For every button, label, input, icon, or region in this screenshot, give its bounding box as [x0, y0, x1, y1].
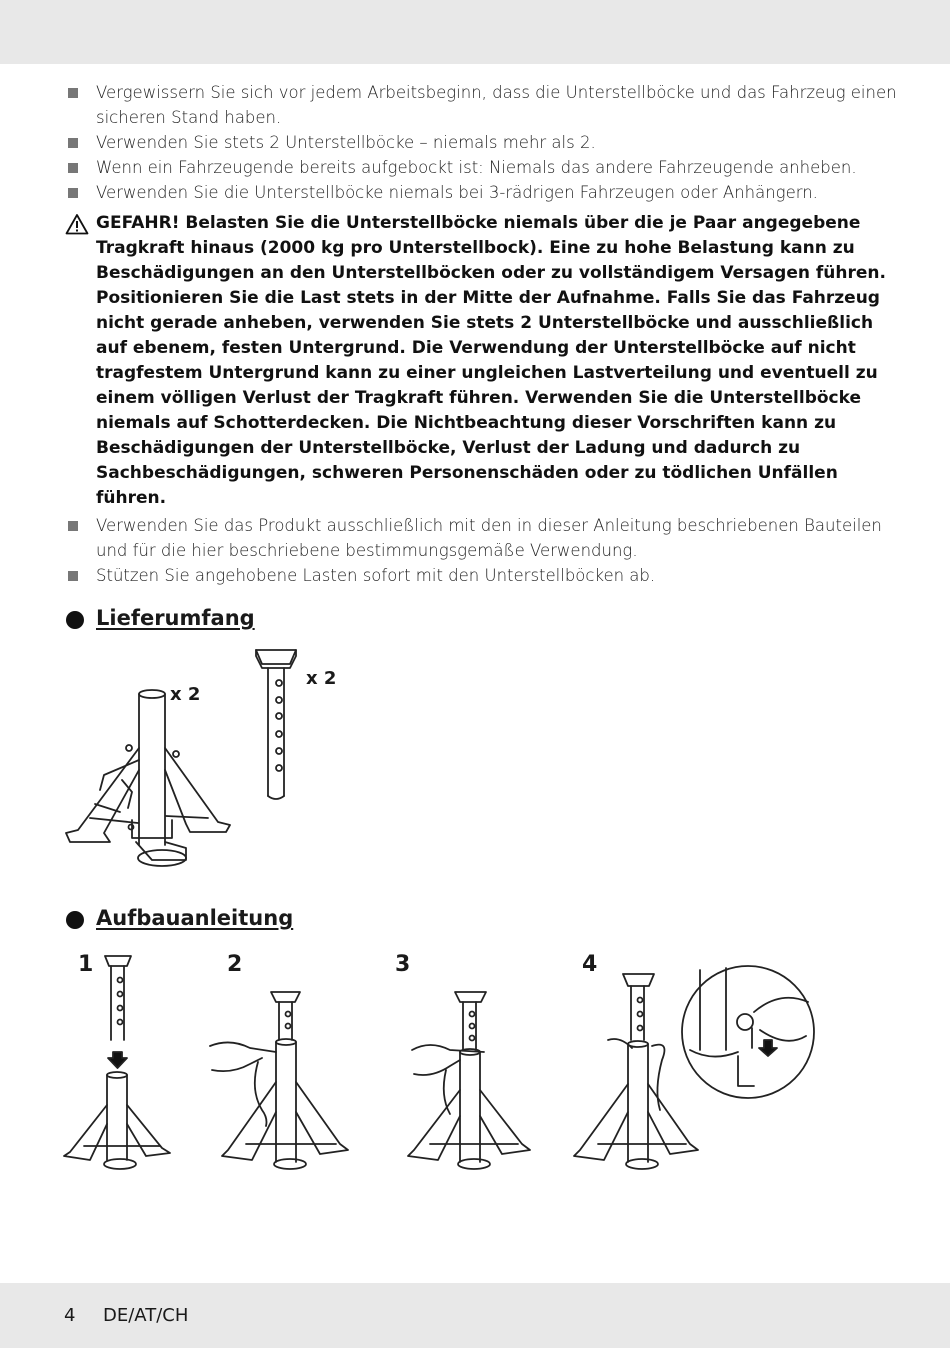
list-item-text: Wenn ein Fahrzeugende bereits aufgebockt ist: Niemals das andere Fahrzeugende anheben. — [96, 158, 857, 177]
list-item-text: Verwenden Sie die Unterstellböcke niemals bei 3-rädrigen Fahrzeugen oder Anhängern. — [96, 183, 818, 202]
quantity-label-column: x 2 — [306, 668, 337, 689]
filled-circle-icon — [66, 911, 84, 929]
list-item-text: Verwenden Sie das Produkt ausschließlich mit den in dieser Anleitung beschriebenen Bauteilen und für die hier beschriebene bestimmungsgemäße Verwendung. — [96, 516, 882, 560]
section-title: Aufbauanleitung — [96, 906, 294, 930]
step-number: 3 — [395, 952, 411, 977]
list-item-text: Vergewissern Sie sich vor jedem Arbeitsbeginn, dass die Unterstellböcke und das Fahrzeug einen sicheren Stand haben. — [96, 83, 897, 127]
step-3-illustration — [408, 992, 530, 1169]
list-item-text: Verwenden Sie stets 2 Unterstellböcke – niemals mehr als 2. — [96, 133, 596, 152]
page-number: 4 — [64, 1305, 76, 1326]
step-1-illustration — [64, 956, 170, 1169]
step-number: 2 — [227, 952, 243, 977]
column-illustration — [256, 650, 296, 799]
step-2-illustration — [210, 992, 348, 1169]
quantity-label-stand: x 2 — [170, 684, 201, 705]
list-item-text: Stützen Sie angehobene Lasten sofort mit den Unterstellböcken ab. — [96, 566, 656, 585]
warning-text: GEFAHR! Belasten Sie die Unterstellböcke niemals über die je Paar angegebene Tragkraft hinaus (2000 kg pro Unterstellbock). Eine zu hohe Belastung kann zu Beschädigungen an den Unterstellböcken oder zu vollständigem Versagen führen. Positionieren Sie die Last stets in der Mitte der Aufnahme. Falls Sie das Fahrzeug nicht gerade anheben, verwenden Sie stets 2 Unterstellböcke und ausschließlich auf ebenem, festen Untergrund. Die Verwendung der Unterstellböcke auf nicht tragfestem Untergrund kann zu einer ungleichen Lastverteilung und eventuell zu einem völligen Verlust der Tragkraft führen. Verwenden Sie die Unterstellböcke niemals auf Schotterdecken. Die Nichtbeachtung dieser Vorschriften kann zu Beschädigungen der Unterstellböcke, Verlust der Ladung und dadurch zu Sachbeschädigungen, schweren Personenschäden oder zu tödlichen Unfällen führen. — [96, 213, 886, 508]
step-4-illustration — [574, 966, 814, 1169]
step-number: 4 — [582, 952, 598, 977]
language-codes: DE/AT/CH — [103, 1305, 189, 1326]
step-number: 1 — [78, 952, 94, 977]
section-title: Lieferumfang — [96, 606, 255, 630]
jack-stand-base-illustration — [66, 690, 230, 866]
